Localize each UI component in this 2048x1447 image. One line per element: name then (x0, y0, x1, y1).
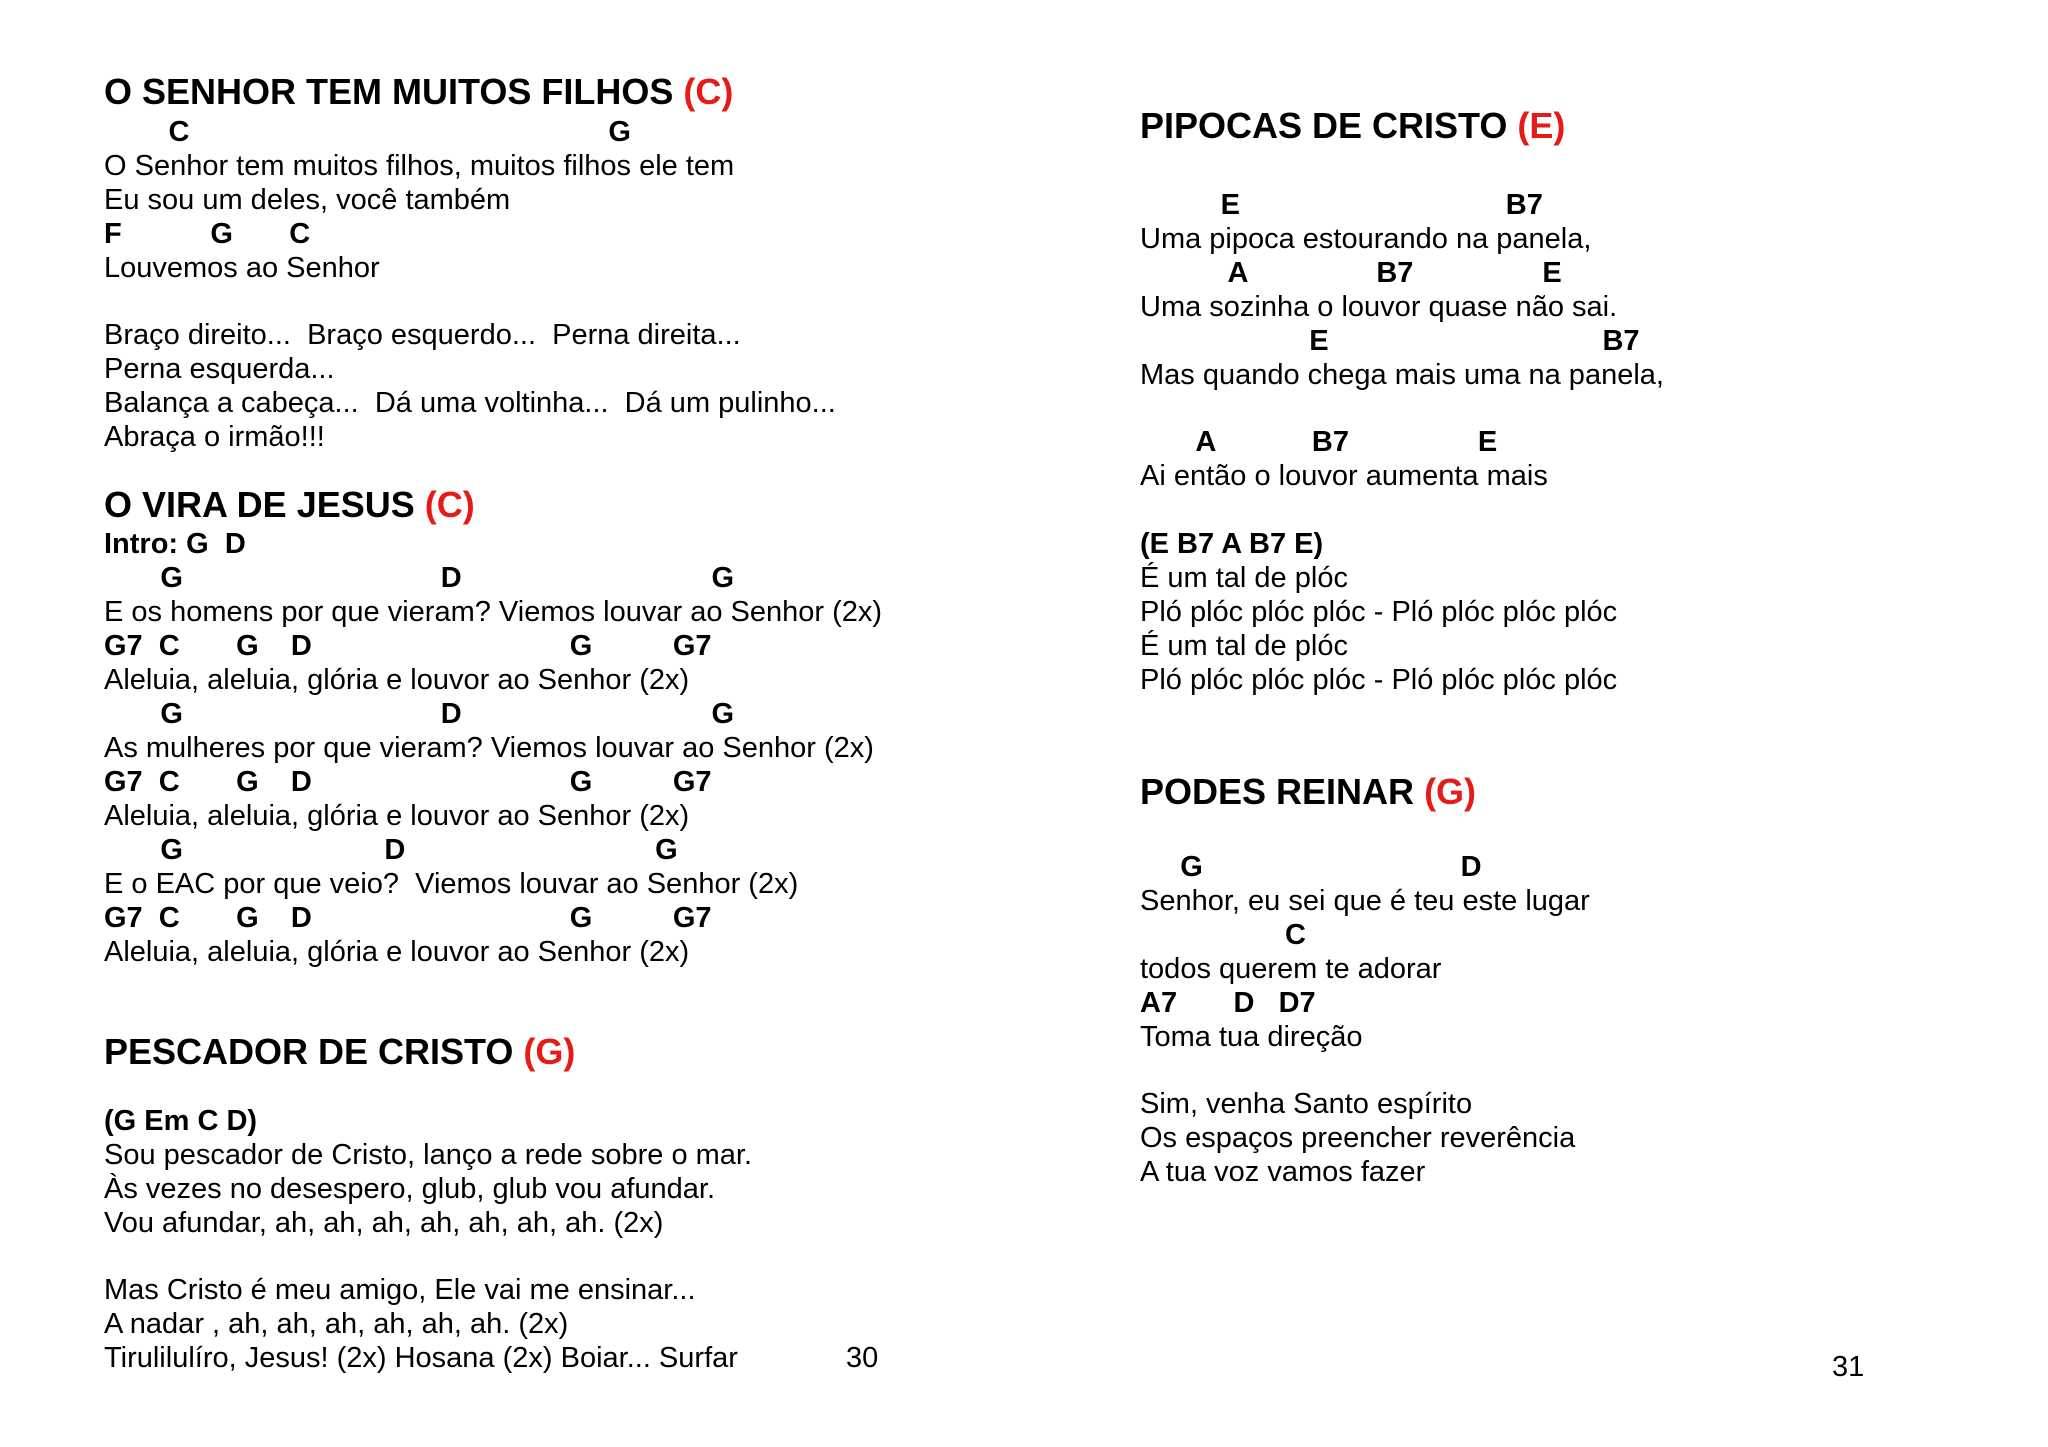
song-title-text: PESCADOR DE CRISTO (104, 1031, 514, 1072)
lyric-line: Toma tua direção (1140, 1021, 1363, 1053)
song-key: (C) (683, 71, 734, 112)
chord-line: G7 C G D G G7 (104, 902, 712, 934)
lyric-line: A nadar , ah, ah, ah, ah, ah, ah. (2x) (104, 1308, 569, 1340)
chord-line: C G (104, 116, 631, 148)
lyric-line: Perna esquerda... (104, 353, 335, 385)
chord-line: G D (1140, 851, 1482, 883)
lyric-line: As mulheres por que vieram? Viemos louvar ao Senhor (2x) (104, 732, 874, 764)
lyric-line: Louvemos ao Senhor (104, 252, 380, 284)
lyric-line: Pló plóc plóc plóc - Pló plóc plóc plóc (1140, 664, 1618, 696)
lyric-line: Abraça o irmão!!! (104, 421, 325, 453)
lyric-line: Ai então o louvor aumenta mais (1140, 460, 1548, 492)
lyric-line: Aleluia, aleluia, glória e louvor ao Senhor (2x) (104, 664, 690, 696)
lyric-line: Pló plóc plóc plóc - Pló plóc plóc plóc (1140, 596, 1618, 628)
lyric-line: Uma pipoca estourando na panela, (1140, 223, 1592, 255)
song-title-text: O VIRA DE JESUS (104, 484, 415, 525)
song-key: (G) (523, 1031, 576, 1072)
song-title (104, 70, 733, 114)
lyric-line: Sou pescador de Cristo, lanço a rede sobre o mar. (104, 1139, 753, 1171)
lyric-line: Aleluia, aleluia, glória e louvor ao Senhor (2x) (104, 800, 690, 832)
song-title (1140, 104, 1565, 148)
song-key: (G) (1424, 771, 1477, 812)
lyric-line: Balança a cabeça... Dá uma voltinha... Dá um pulinho... (104, 387, 836, 419)
lyric-line: todos querem te adorar (1140, 953, 1442, 985)
lyric-line: Aleluia, aleluia, glória e louvor ao Senhor (2x) (104, 936, 690, 968)
song-key: (E) (1517, 105, 1566, 146)
chord-progression: (E B7 A B7 E) (1140, 528, 1324, 560)
lyric-line: Vou afundar, ah, ah, ah, ah, ah, ah, ah. (2x) (104, 1207, 664, 1239)
lyric-line: Sim, venha Santo espírito (1140, 1088, 1473, 1120)
chord-line: E B7 (1140, 325, 1640, 357)
chord-line: G D G (104, 834, 678, 866)
song-title-text: O SENHOR TEM MUITOS FILHOS (104, 71, 674, 112)
lyric-line: Às vezes no desespero, glub, glub vou afundar. (104, 1173, 716, 1205)
page-number: 30 (846, 1342, 879, 1374)
chord-line: C (1140, 919, 1306, 951)
chord-line: G D G (104, 562, 735, 594)
intro-line: Intro: G D (104, 528, 246, 560)
lyric-line: Eu sou um deles, você também (104, 184, 511, 216)
song-title (104, 483, 475, 527)
lyric-line: O Senhor tem muitos filhos, muitos filhos ele tem (104, 150, 735, 182)
chord-line: A7 D D7 (1140, 987, 1316, 1019)
song-title-text: PIPOCAS DE CRISTO (1140, 105, 1508, 146)
lyric-line: Braço direito... Braço esquerdo... Perna direita... (104, 319, 741, 351)
chord-line: F G C (104, 218, 311, 250)
chord-line: G D G (104, 698, 735, 730)
lyric-line: A tua voz vamos fazer (1140, 1156, 1426, 1188)
chord-line: G7 C G D G G7 (104, 766, 712, 798)
song-title (1140, 770, 1476, 814)
lyric-line: Tirulilulíro, Jesus! (2x) Hosana (2x) Boiar... Surfar (104, 1342, 738, 1374)
chord-line: A B7 E (1140, 426, 1498, 458)
lyric-line: E os homens por que vieram? Viemos louvar ao Senhor (2x) (104, 596, 883, 628)
lyric-line: Mas Cristo é meu amigo, Ele vai me ensinar... (104, 1274, 696, 1306)
lyric-line: Os espaços preencher reverência (1140, 1122, 1576, 1154)
lyric-line: É um tal de plóc (1140, 562, 1348, 594)
lyric-line: E o EAC por que veio? Viemos louvar ao Senhor (2x) (104, 868, 799, 900)
lyric-line: É um tal de plóc (1140, 630, 1348, 662)
page-number: 31 (1832, 1351, 1865, 1383)
song-key: (C) (424, 484, 475, 525)
song-title-text: PODES REINAR (1140, 771, 1415, 812)
chord-progression: (G Em C D) (104, 1105, 258, 1137)
song-title (104, 1030, 575, 1074)
chord-line: E B7 (1140, 189, 1543, 221)
lyric-line: Senhor, eu sei que é teu este lugar (1140, 885, 1590, 917)
lyric-line: Mas quando chega mais uma na panela, (1140, 359, 1664, 391)
chord-line: G7 C G D G G7 (104, 630, 712, 662)
lyric-line: Uma sozinha o louvor quase não sai. (1140, 291, 1618, 323)
chord-line: A B7 E (1140, 257, 1562, 289)
